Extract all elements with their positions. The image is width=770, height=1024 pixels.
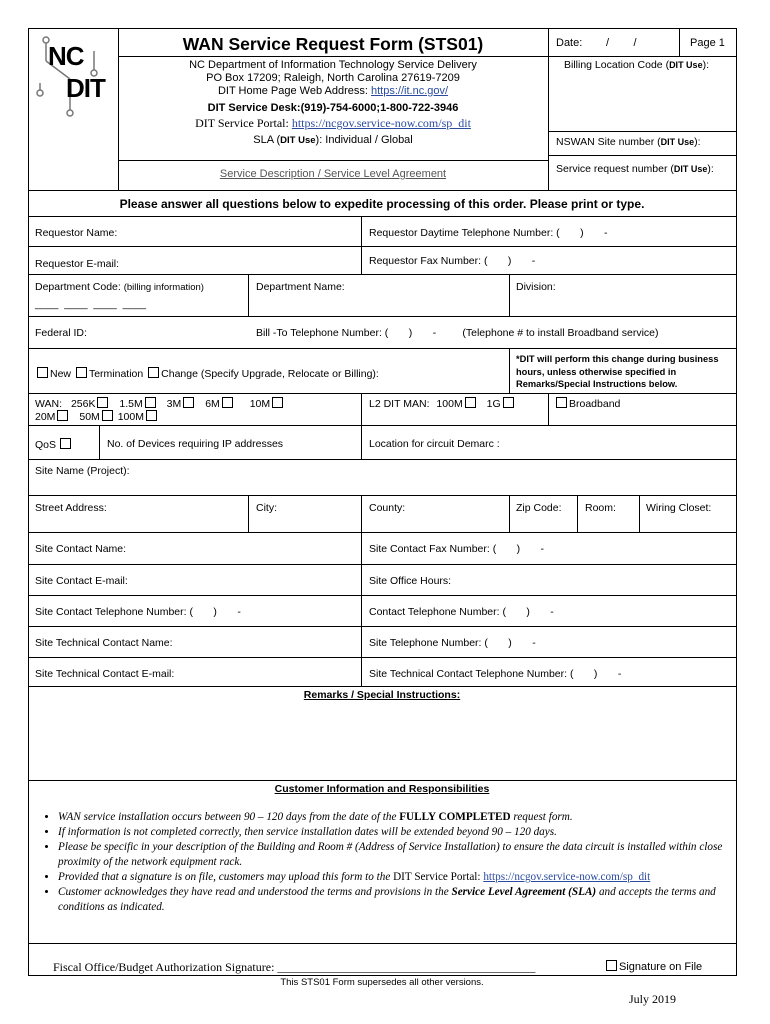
sla-suffix: ): Individual / Global (315, 134, 413, 146)
wan-speed-row1 (35, 397, 285, 410)
l2-dit-man-options (369, 397, 516, 410)
wan-3m-checkbox[interactable] (183, 397, 194, 408)
city-label[interactable]: City: (256, 502, 277, 514)
dept-code-text: Department Code: (35, 281, 121, 293)
l2-label: L2 DIT MAN: (369, 398, 430, 410)
department-code-label[interactable] (35, 281, 204, 293)
federal-id-label[interactable]: Federal ID: (35, 327, 87, 339)
billing-dit: DIT Use (669, 60, 703, 70)
new-checkbox[interactable] (37, 367, 48, 378)
signature-on-file-label: Signature on File (619, 961, 703, 973)
qos-checkbox[interactable] (60, 438, 71, 449)
zip-code-label[interactable]: Zip Code: (516, 502, 562, 514)
wan-10m-checkbox[interactable] (272, 397, 283, 408)
wiring-closet-label[interactable]: Wiring Closet: (646, 502, 712, 514)
wan-20m-label: 20M (35, 411, 56, 423)
nc-dit-logo (32, 33, 116, 123)
division-label[interactable]: Division: (516, 281, 556, 293)
bill-to-phone-label[interactable]: Bill -To Telephone Number: ( ) - (Telephone # to install Broadband service) (256, 327, 659, 339)
page-number: Page 1 (690, 37, 725, 49)
list-item (58, 870, 758, 885)
wan-100m-checkbox[interactable] (146, 410, 157, 421)
wan-256k-checkbox[interactable] (97, 397, 108, 408)
service-link-text[interactable]: Service Description / Service Level Agreement (219, 168, 447, 180)
new-label: New (50, 368, 72, 380)
qos-label: QoS (35, 439, 57, 451)
wan-256k-label: 256K (70, 398, 96, 410)
qos-option (35, 438, 73, 451)
service-desk-line: DIT Service Desk:(919)-754-6000;1-800-722-3946 (207, 102, 459, 114)
wan-speed-row2 (35, 410, 159, 423)
nswan-dit: DIT Use (660, 137, 695, 147)
remarks-title (28, 689, 736, 701)
list-item (58, 885, 758, 915)
b2-text: If information is not completed correctly, then service installation dates will be extended beyond 90 – 120 days. (58, 826, 557, 838)
broadband-label: Broadband (569, 398, 621, 410)
broadband-checkbox[interactable] (556, 397, 567, 408)
county-label[interactable]: County: (369, 502, 406, 514)
requestor-name-label[interactable]: Requestor Name: (35, 227, 118, 239)
change-label: Change (Specify Upgrade, Relocate or Billing): (161, 368, 379, 380)
customer-info-title (28, 783, 736, 795)
b5-bold: Service Level Agreement (SLA) (451, 886, 597, 898)
footer-date: July 2019 (629, 992, 677, 1006)
l2-1g-checkbox[interactable] (503, 397, 514, 408)
site-contact-fax-label[interactable]: Site Contact Fax Number: ( ) - (369, 543, 545, 555)
room-label[interactable]: Room: (585, 502, 616, 514)
nswan-site-number (556, 136, 701, 148)
wan-100m-label: 100M (117, 411, 144, 423)
requestor-email-label[interactable]: Requestor E-mail: (35, 258, 120, 270)
dept-code-blanks[interactable]: ____ ____ ____ ____ (35, 298, 146, 310)
fiscal-signature-label[interactable]: Fiscal Office/Budget Authorization Signature: ___________________________________________ (53, 960, 536, 974)
termination-checkbox[interactable] (76, 367, 87, 378)
site-tech-contact-email-label[interactable]: Site Technical Contact E-mail: (35, 668, 175, 680)
list-item (58, 840, 758, 870)
b5-post: and accepts the terms and conditions as indicated. (58, 886, 716, 913)
address-line: PO Box 17209; Raleigh, North Carolina 27619-7209 (206, 72, 460, 84)
b1-pre: WAN service installation occurs between 90 – 120 days from the date of the (58, 811, 400, 823)
service-request-number (556, 163, 714, 175)
l2-100m-label: 100M (436, 398, 463, 410)
site-phone-label[interactable]: Site Telephone Number: ( ) - (369, 637, 536, 649)
signature-on-file-checkbox[interactable] (606, 960, 617, 971)
list-item (58, 825, 758, 840)
request-dit: DIT Use (673, 164, 708, 174)
org-line: NC Department of Information Technology Service Delivery (189, 59, 477, 71)
portal-label: DIT Service Portal: (195, 116, 289, 130)
nswan-suffix: ): (694, 136, 701, 148)
signature-on-file-option (604, 960, 702, 973)
wan-10m-label: 10M (249, 398, 271, 410)
wan-20m-checkbox[interactable] (57, 410, 68, 421)
customer-info-title-text: Customer Information and Responsibilities (274, 783, 490, 795)
instruction-text: Please answer all questions below to expedite processing of this order. Please print or type. (119, 197, 645, 211)
remarks-title-text: Remarks / Special Instructions: (303, 689, 461, 701)
department-name-label[interactable]: Department Name: (256, 281, 345, 293)
demarc-location-label[interactable]: Location for circuit Demarc : (369, 438, 500, 450)
change-checkbox[interactable] (148, 367, 159, 378)
broadband-option (554, 397, 620, 410)
logo-nc-text: NC (48, 41, 84, 71)
sla-line (118, 134, 548, 146)
wan-6m-checkbox[interactable] (222, 397, 233, 408)
b1-bold: FULLY COMPLETED (399, 811, 511, 823)
b5-pre: Customer acknowledges they have read and understood the terms and provisions in the (58, 886, 452, 898)
wan-3m-label: 3M (166, 398, 182, 410)
l2-1g-label: 1G (486, 398, 501, 410)
b4-pre: Provided that a signature is on file, customers may upload this form to the (58, 871, 394, 883)
order-type-options (35, 367, 379, 380)
list-item (58, 810, 758, 825)
b1-post: request form. (510, 811, 573, 823)
dept-code-note: (billing information) (123, 282, 204, 293)
logo-dit-text: DIT (66, 73, 105, 103)
remarks-input-area[interactable] (29, 703, 735, 779)
requestor-phone-label[interactable]: Requestor Daytime Telephone Number: ( ) - (369, 227, 608, 239)
customer-responsibilities-list (36, 810, 758, 915)
request-suffix: ): (707, 163, 714, 175)
portal-link[interactable]: https://ncgov.service-now.com/sp_dit (291, 116, 471, 130)
wan-6m-label: 6M (205, 398, 220, 410)
site-contact-email-label[interactable]: Site Contact E-mail: (35, 575, 128, 587)
homepage-link[interactable]: https://it.nc.gov/ (371, 85, 449, 97)
b3-text: Please be specific in your description of the Building and Room # (Address of Service Installation) to ensure the data circuit is installed within close proximity of the network equipment rack. (58, 841, 723, 868)
date-label: Date: (556, 37, 583, 49)
requestor-fax-label[interactable]: Requestor Fax Number: ( ) - (369, 255, 536, 267)
sla-prefix: SLA ( (253, 134, 281, 146)
wan-1-5m-checkbox[interactable] (145, 397, 156, 408)
wan-label: WAN: (35, 398, 63, 410)
form-title: WAN Service Request Form (STS01) (182, 34, 484, 54)
date-separators: / / (606, 37, 637, 49)
site-name-label[interactable]: Site Name (Project): (35, 465, 130, 477)
supersedes-note: This STS01 Form supersedes all other versions. (280, 977, 484, 988)
dit-change-note: *DIT will perform this change during business hours, unless otherwise specified in Remarks/Special Instructions below. (516, 354, 719, 389)
homepage-label: DIT Home Page Web Address: (217, 85, 368, 97)
portal-line (118, 116, 548, 131)
site-tech-contact-name-label[interactable]: Site Technical Contact Name: (35, 637, 173, 649)
billing-prefix: Billing Location Code ( (564, 59, 670, 71)
service-description-link[interactable] (118, 168, 548, 180)
site-tech-contact-phone-label[interactable]: Site Technical Contact Telephone Number: ( ) - (369, 668, 622, 680)
nswan-prefix: NSWAN Site number ( (556, 136, 661, 148)
wan-50m-checkbox[interactable] (102, 410, 113, 421)
billing-location-code (564, 59, 709, 71)
b4-plain: DIT Service Portal: (393, 871, 484, 883)
b4-portal-link[interactable]: https://ncgov.service-now.com/sp_dit (483, 871, 651, 883)
contact-phone-label[interactable]: Contact Telephone Number: ( ) - (369, 606, 554, 618)
devices-ip-label[interactable]: No. of Devices requiring IP addresses (107, 438, 284, 450)
termination-label: Termination (88, 368, 144, 380)
site-office-hours-label[interactable]: Site Office Hours: (369, 575, 452, 587)
homepage-line (118, 85, 548, 97)
request-prefix: Service request number ( (556, 163, 674, 175)
site-contact-phone-label[interactable]: Site Contact Telephone Number: ( ) - (35, 606, 241, 618)
wan-50m-label: 50M (79, 411, 100, 423)
l2-100m-checkbox[interactable] (465, 397, 476, 408)
sla-dit-use: DIT Use (280, 135, 316, 146)
wan-1-5m-label: 1.5M (119, 398, 143, 410)
site-contact-name-label[interactable]: Site Contact Name: (35, 543, 127, 555)
billing-suffix: ): (702, 59, 709, 71)
street-address-label[interactable]: Street Address: (35, 502, 107, 514)
